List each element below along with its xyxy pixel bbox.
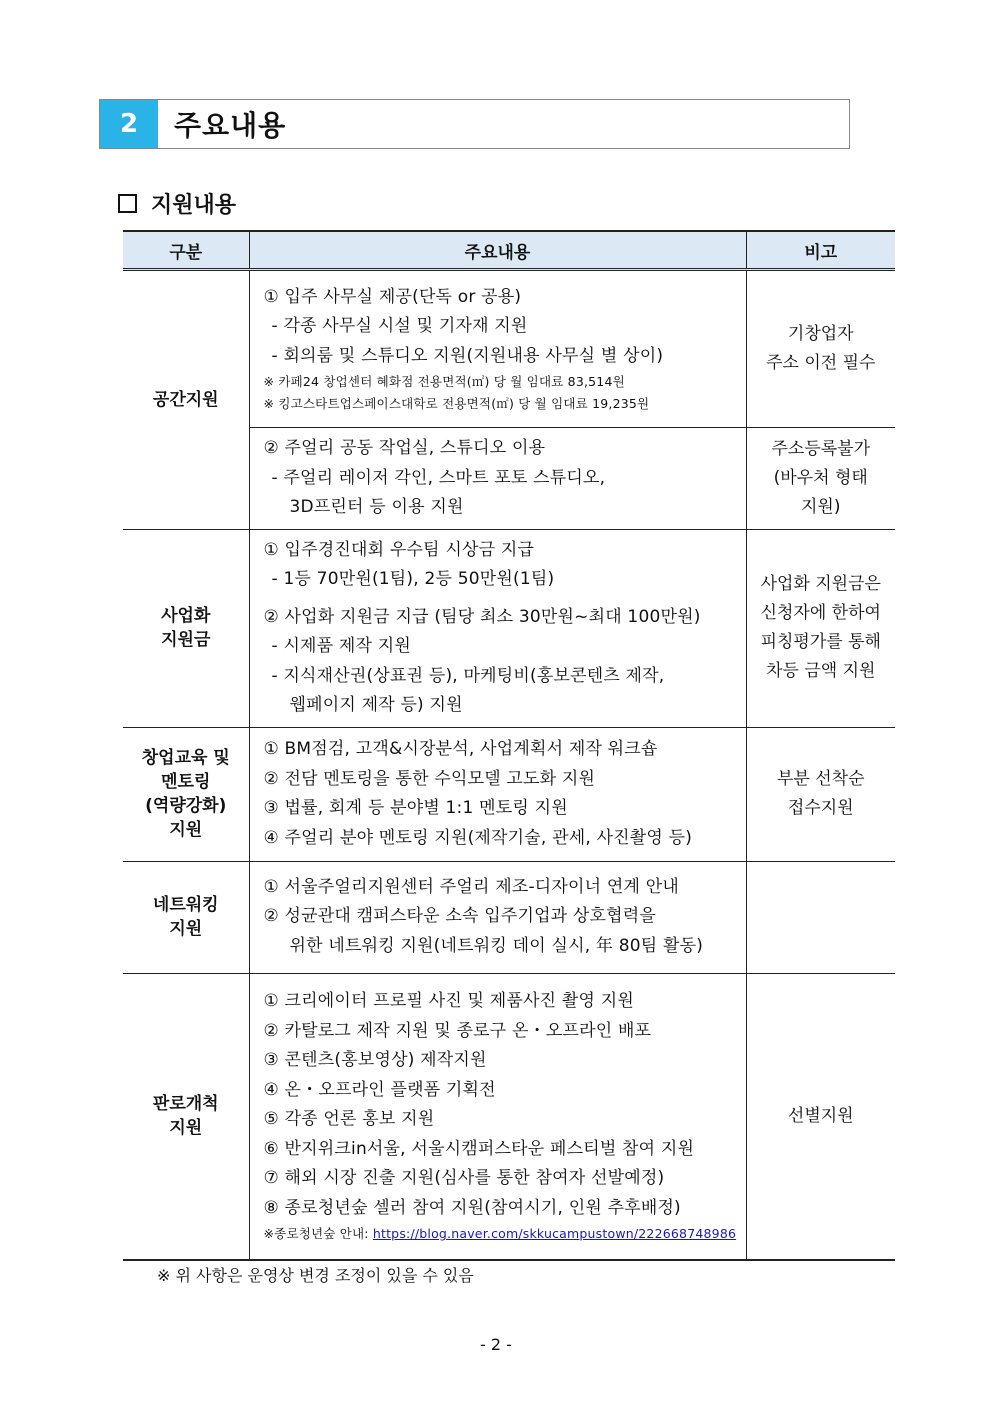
row-content: [249, 727, 746, 861]
note-line: 피칭평가를 통해: [760, 632, 881, 652]
category-line: 지원: [169, 919, 203, 939]
note-line: 선별지원: [787, 1105, 854, 1126]
category-line: 사업화: [161, 606, 211, 626]
note-line: 차등 금액 지원: [766, 661, 876, 681]
content-line: 3D프린터 등 이용 지원: [289, 497, 464, 517]
category-line: (역량강화): [145, 796, 227, 816]
content-line: ⑤ 각종 언론 홍보 지원: [263, 1109, 435, 1130]
link-note: [264, 1223, 736, 1245]
content-line: ② 성균관대 캠퍼스타운 소속 입주기업과 상호협력을: [263, 906, 657, 927]
row-category: [123, 727, 249, 861]
category-line: 판로개척: [152, 1094, 219, 1115]
content-line: ② 전담 멘토링을 통한 수익모델 고도화 지원: [263, 768, 596, 789]
note-line: 기창업자: [787, 324, 854, 344]
row-note: [746, 428, 895, 530]
header-category: 구분: [123, 231, 249, 270]
category-line: 공간지원: [152, 389, 219, 410]
row-note: [746, 270, 895, 428]
table-row: [123, 270, 895, 428]
content-line: ③ 콘텐츠(홍보영상) 제작지원: [263, 1050, 487, 1071]
section-heading: [99, 99, 850, 149]
note-line: 주소 이전 필수: [766, 353, 876, 373]
section-title: 주요내용: [174, 109, 287, 142]
note-line: 주소등록불가: [771, 438, 871, 459]
content-line: - 주얼리 레이저 각인, 스마트 포토 스튜디오,: [271, 467, 606, 488]
header-note: 비고: [746, 231, 895, 270]
row-category: [123, 973, 249, 1260]
row-content: [249, 428, 746, 530]
content-line: ② 카탈로그 제작 지원 및 종로구 온・오프라인 배포: [263, 1020, 652, 1041]
note-line: 신청자에 한하여: [760, 603, 881, 623]
content-line: - 1등 70만원(1팀), 2등 50만원(1팀): [271, 569, 555, 589]
content-line: ⑥ 반지위크in서울, 서울시캠퍼스타운 페스티벌 참여 지원: [263, 1138, 695, 1159]
category-line: 지원금: [161, 630, 211, 650]
page-number: - 2 -: [480, 1335, 512, 1354]
content-line: - 시제품 제작 지원: [271, 636, 411, 656]
table-row: [123, 529, 895, 727]
row-category: [123, 270, 249, 530]
content-line: ⑧ 종로청년숲 셀러 참여 지원(참여시기, 인원 추후배정): [263, 1197, 681, 1218]
row-content: [249, 973, 746, 1260]
row-note: [746, 973, 895, 1260]
content-line: ① 입주경진대회 우수팀 시상금 지급: [263, 539, 535, 560]
link-note-prefix: ※종로청년숲 안내:: [263, 1226, 373, 1242]
category-line: 멘토링: [161, 772, 211, 792]
table-body: [123, 270, 895, 1261]
content-line: ④ 주얼리 분야 멘토링 지원(제작기술, 관세, 사진촬영 등): [263, 827, 693, 848]
category-line: 지원: [169, 1118, 203, 1139]
footnote: ※ 위 사항은 운영상 변경 조정이 있을 수 있음: [157, 1266, 474, 1285]
note-line: 사업화 지원금은: [760, 574, 881, 594]
row-note: [746, 529, 895, 727]
support-table: [123, 230, 895, 1261]
content-line: ② 주얼리 공동 작업실, 스튜디오 이용: [263, 438, 546, 458]
row-note: [746, 727, 895, 861]
content-line: ① BM점검, 고객&시장분석, 사업계획서 제작 워크숍: [263, 739, 658, 759]
row-note: [746, 861, 895, 973]
category-line: 창업교육 및: [141, 748, 230, 768]
row-category: [123, 861, 249, 973]
content-line: ③ 법률, 회계 등 분야별 1:1 멘토링 지원: [263, 798, 568, 818]
row-content: [249, 529, 746, 727]
category-line: 네트워킹: [152, 895, 219, 915]
content-line: ⑦ 해외 시장 진출 지원(심사를 통한 참여자 선발예정): [263, 1168, 665, 1189]
row-category: [123, 529, 249, 727]
category-line: 지원: [169, 820, 203, 840]
note-line: 부분 선착순: [776, 769, 865, 789]
content-line: - 각종 사무실 시설 및 기자재 지원: [271, 316, 528, 337]
note-line: 지원): [801, 496, 841, 517]
content-line: ※ 킹고스타트업스페이스대학로 전용면적(㎡) 당 월 임대료 19,235원: [263, 396, 650, 412]
table-row: [123, 861, 895, 973]
content-line: - 회의룸 및 스튜디오 지원(지원내용 사무실 별 상이): [271, 345, 664, 366]
row-content: [249, 861, 746, 973]
row-content: [249, 270, 746, 428]
content-line: 위한 네트워킹 지원(네트워킹 데이 실시, 年 80팀 활동): [289, 935, 704, 956]
content-line: - 지식재산권(상표권 등), 마케팅비(홍보콘텐츠 제작,: [271, 665, 665, 686]
checkbox-icon: [118, 194, 137, 213]
blog-link[interactable]: https://blog.naver.com/skkucampustown/222668748986: [372, 1226, 737, 1242]
subheading-text: 지원내용: [151, 192, 237, 218]
content-line: ① 서울주얼리지원센터 주얼리 제조-디자이너 연계 안내: [263, 876, 679, 897]
table-row: [123, 727, 895, 861]
content-line: ※ 카페24 창업센터 혜화점 전용면적(㎡) 당 월 임대료 83,514원: [263, 374, 625, 390]
content-line: ② 사업화 지원금 지급 (팀당 최소 30만원~최대 100만원): [263, 606, 701, 627]
content-line: ④ 온・오프라인 플랫폼 기획전: [263, 1079, 496, 1100]
header-content: 주요내용: [249, 231, 746, 270]
content-line: ① 크리에이터 프로필 사진 및 제품사진 촬영 지원: [263, 991, 634, 1012]
table-header-row: [123, 231, 895, 270]
note-line: (바우처 형태: [773, 467, 868, 488]
content-line: 웹페이지 제작 등) 지원: [289, 695, 463, 715]
subheading: [118, 188, 236, 219]
section-number: 2: [100, 100, 158, 148]
content-line: ① 입주 사무실 제공(단독 or 공용): [263, 286, 522, 307]
note-line: 접수지원: [787, 798, 854, 818]
content-line: [264, 595, 736, 603]
table-row: [123, 973, 895, 1260]
